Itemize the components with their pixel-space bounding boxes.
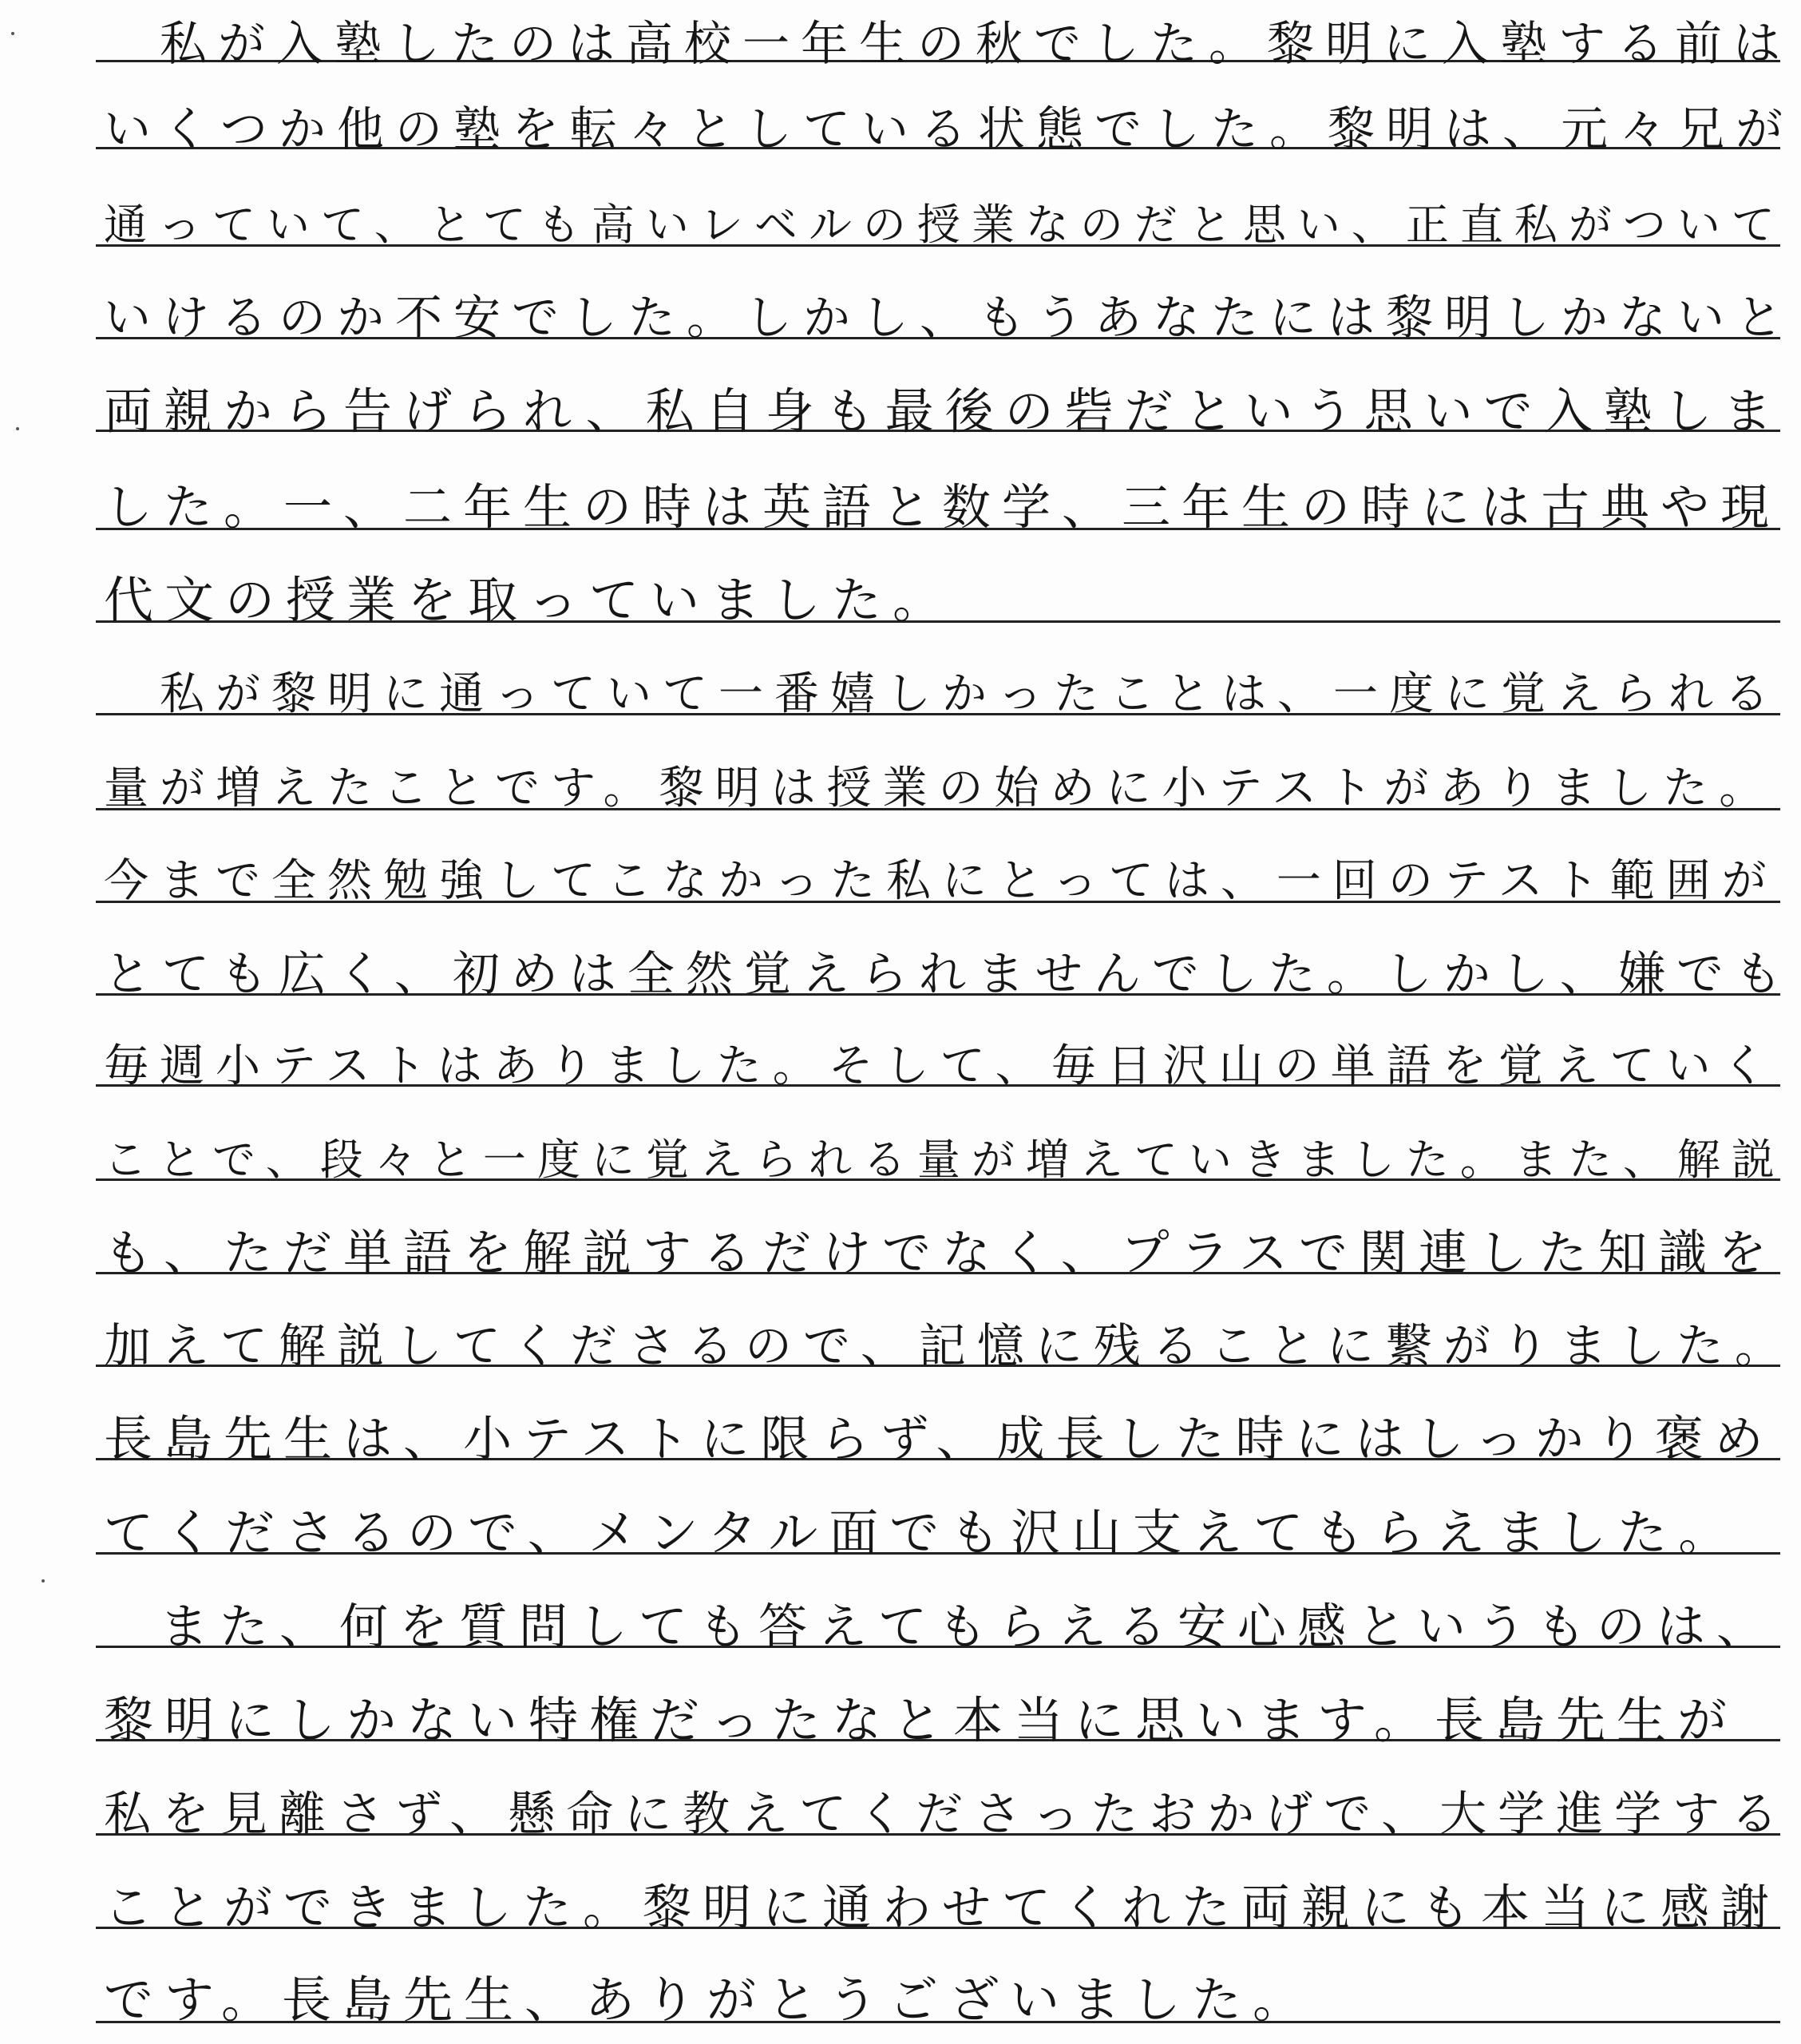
text-line: 毎週小テストはありました。そして、毎日沢山の単語を覚えていく: [104, 1040, 1778, 1092]
text-line: 両親から告げられ、私自身も最後の砦だという思いで入塾しま: [104, 383, 1783, 440]
text-line: 長島先生は、小テストに限らず、成長した時にはしっかり褒め: [104, 1411, 1775, 1468]
text-line: いくつか他の塾を転々としている状態でした。黎明は、元々兄が: [104, 101, 1795, 156]
text-line: 通っていて、とても高いレベルの授業なのだと思い、正直私がついて: [104, 200, 1786, 250]
text-line: 今まで全然勉強してこなかった私にとっては、一回のテスト範囲が: [104, 855, 1778, 907]
text-line: ことで、段々と一度に覚えられる量が増えていきました。また、解説: [104, 1135, 1786, 1185]
text-line: 私が入塾したのは高校一年生の秋でした。黎明に入塾する前は: [160, 16, 1792, 71]
text-line: した。一、二年生の時は英語と数学、三年生の時には古典や現: [104, 479, 1781, 536]
scan-speck: [16, 427, 19, 430]
text-line: 量が増えたことです。黎明は授業の始めに小テストがありました。: [104, 763, 1775, 814]
text-line: ことができました。黎明に通わせてくれた両親にも本当に感謝: [104, 1880, 1781, 1936]
scan-speck: [11, 32, 14, 35]
text-line: いけるのか不安でした。しかし、もうあなたには黎明しかないと: [104, 290, 1795, 345]
scan-speck: [42, 1579, 45, 1583]
text-line: 加えて解説してくださるので、記憶に残ることに繋がりました。: [104, 1318, 1793, 1373]
text-line: てくださるので、メンタル面でも沢山支えてもらえました。: [104, 1503, 1740, 1562]
text-line: 黎明にしかない特権だったなと本当に思います。長島先生が: [104, 1691, 1739, 1749]
text-line: 私を見離さず、懸命に教えてくださったおかげで、大学進学する: [104, 1786, 1790, 1841]
text-line: です。長島先生、ありがとうございました。: [104, 1971, 1314, 2029]
text-line: 私が黎明に通っていて一番嬉しかったことは、一度に覚えられる: [160, 668, 1780, 720]
text-line: 代文の授業を取っていました。: [104, 571, 954, 629]
text-line: とても広く、初めは全然覚えられませんでした。しかし、嫌でも: [104, 946, 1793, 1001]
text-line: また、何を質問しても答えてもらえる安心感というものは、: [160, 1598, 1777, 1655]
text-line: も、ただ単語を解説するだけでなく、プラスで関連した知識を: [104, 1225, 1778, 1281]
